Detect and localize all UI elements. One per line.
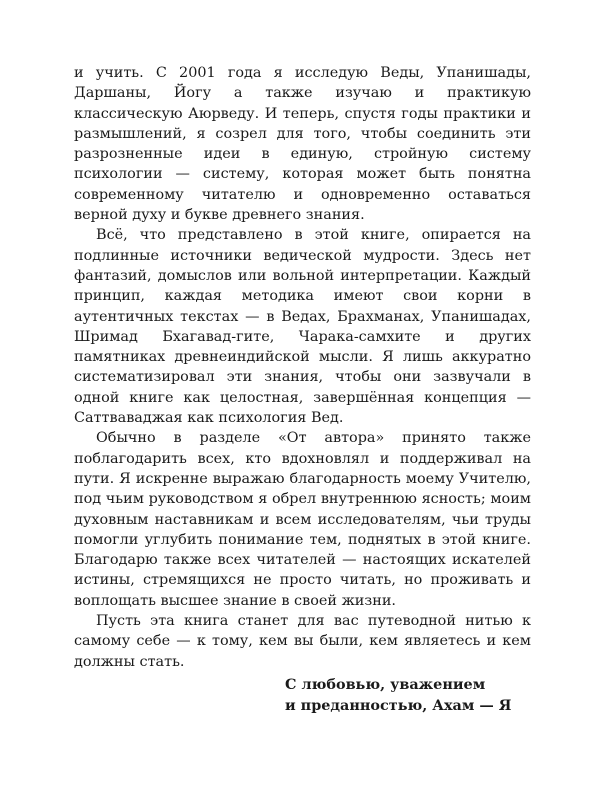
paragraph-3: Обычно в разделе «От автора» принято также поблагодарить всех, кто вдохновлял и поддерживал на пути. Я искренне выражаю благодарность моему Учителю, под чьим руководством я обрел внутреннюю ясность; моим духовным наставникам и всем исследователям, чьи труды помогли углубить понимание тем, поднятых в этой книге. Благодарю также всех читателей — настоящих искателей истины, стремящихся не просто читать, но проживать и воплощать высшее знание в своей жизни. <box>74 430 531 609</box>
signature-line-2: и преданностью, Ахам — Я <box>285 696 512 714</box>
paragraph-2: Всё, что представлено в этой книге, опирается на подлинные источники ведической мудрости. Здесь нет фантазий, домыслов или вольной интерпретации. Каждый принцип, каждая методика имеют свои корни в аутентичных текстах — в Ведах, Брахманах, Упанишадах, Шримад Бхагавад-гите, Чарака-самхите и других памятниках древнеиндийской мысли. Я лишь аккуратно систематизировал эти знания, чтобы они зазвучали в одной книге как целостная, завершённая концепция — Саттваваджая как психология Вед. <box>74 227 531 427</box>
signature-line-1: С любовью, уважением <box>285 675 486 693</box>
document-page <box>74 63 531 716</box>
signature <box>285 674 531 716</box>
paragraph-1: и учить. С 2001 года я исследую Веды, Упанишады, Даршаны, Йогу а также изучаю и практикую классическую Аюрведу. И теперь, спустя годы практики и размышлений, я созрел для того, чтобы соединить эти разрозненные идеи в единую, стройную систему психологии — систему, которая может быть понятна современному читателю и одновременно оставаться верной духу и букве древнего знания. <box>74 65 531 224</box>
paragraph-4: Пусть эта книга станет для вас путеводной нитью к самому себе — к тому, кем вы были, кем являетесь и кем должны стать. <box>74 613 531 670</box>
